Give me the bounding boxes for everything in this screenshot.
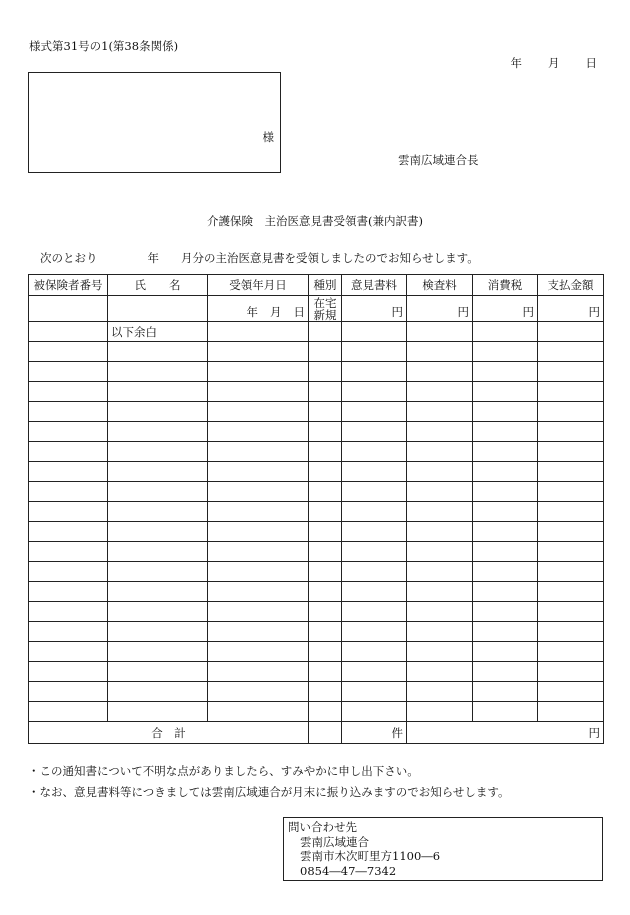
table-units-row	[29, 296, 604, 322]
table-cell	[208, 462, 309, 482]
table-cell	[29, 442, 108, 462]
table-cell	[473, 662, 538, 682]
table-cell	[407, 702, 473, 722]
table-cell	[407, 442, 473, 462]
table-cell	[538, 402, 604, 422]
recipient-honorific: 様	[262, 130, 274, 144]
table-cell	[407, 542, 473, 562]
contact-heading: 問い合わせ先	[288, 820, 357, 834]
table-cell	[208, 702, 309, 722]
table-cell	[309, 542, 342, 562]
note-item: ・なお、意見書料等につきましては雲南広域連合が月末に振り込みますのでお知らせします。	[28, 785, 510, 799]
table-cell	[208, 622, 309, 642]
table-cell	[208, 602, 309, 622]
issuer-name: 雲南広域連合長	[398, 153, 479, 167]
kind-home: 在宅	[313, 295, 337, 310]
header-received-date: 受領年月日	[208, 275, 309, 296]
table-cell	[29, 542, 108, 562]
contact-phone: 0854―47―7342	[300, 863, 397, 878]
table-cell	[407, 622, 473, 642]
form-number: 様式第31号の1(第38条関係)	[29, 39, 179, 53]
table-row	[29, 622, 604, 642]
table-cell	[407, 482, 473, 502]
table-cell	[108, 462, 208, 482]
table-cell	[208, 382, 309, 402]
table-cell	[309, 622, 342, 642]
table-cell	[538, 502, 604, 522]
table-cell	[473, 442, 538, 462]
unit-year: 年	[246, 305, 258, 319]
table-cell	[208, 362, 309, 382]
table-row	[29, 422, 604, 442]
unit-test-yen: 円	[407, 296, 473, 322]
table-cell	[108, 602, 208, 622]
header-opinion-fee: 意見書料	[342, 275, 407, 296]
table-cell	[342, 542, 407, 562]
table-cell	[407, 322, 473, 342]
table-cell	[208, 322, 309, 342]
table-cell	[538, 582, 604, 602]
table-cell	[473, 602, 538, 622]
table-cell	[342, 562, 407, 582]
table-cell	[108, 642, 208, 662]
table-cell	[208, 642, 309, 662]
table-row	[29, 322, 604, 342]
table-cell	[342, 322, 407, 342]
intro-sentence	[40, 251, 479, 265]
table-cell	[208, 342, 309, 362]
table-row	[29, 702, 604, 722]
table-cell	[407, 682, 473, 702]
table-cell	[29, 342, 108, 362]
table-cell	[108, 522, 208, 542]
header-name: 氏 名	[108, 275, 208, 296]
table-cell	[309, 722, 342, 744]
table-row	[29, 682, 604, 702]
table-cell	[538, 462, 604, 482]
table-cell	[342, 682, 407, 702]
table-cell	[309, 642, 342, 662]
table-cell	[407, 522, 473, 542]
table-cell	[473, 642, 538, 662]
table-cell	[29, 362, 108, 382]
table-cell	[538, 362, 604, 382]
table-cell	[208, 542, 309, 562]
table-cell	[29, 322, 108, 342]
table-cell	[538, 662, 604, 682]
table-row	[29, 442, 604, 462]
table-cell	[538, 602, 604, 622]
table-cell	[309, 502, 342, 522]
table-cell	[407, 502, 473, 522]
table-cell	[538, 702, 604, 722]
table-cell	[309, 342, 342, 362]
kind-cell	[309, 296, 342, 322]
table-cell	[538, 482, 604, 502]
table-cell	[407, 402, 473, 422]
table-cell	[538, 382, 604, 402]
table-cell	[407, 422, 473, 442]
header-payment-amount: 支払金額	[538, 275, 604, 296]
table-cell	[342, 462, 407, 482]
table-cell	[538, 682, 604, 702]
unit-day: 日	[293, 305, 305, 319]
table-cell	[108, 682, 208, 702]
table-cell	[208, 502, 309, 522]
table-cell	[342, 642, 407, 662]
table-cell	[29, 522, 108, 542]
table-cell	[309, 562, 342, 582]
table-cell	[29, 296, 108, 322]
header-insured-number: 被保険者番号	[29, 275, 108, 296]
table-cell	[108, 622, 208, 642]
contact-box	[283, 817, 603, 881]
table-cell	[108, 362, 208, 382]
document-title: 介護保険 主治医意見書受領書(兼内訳書)	[207, 214, 423, 228]
table-row	[29, 522, 604, 542]
table-cell	[473, 462, 538, 482]
table-cell	[473, 322, 538, 342]
issue-date	[511, 56, 598, 70]
recipient-box	[28, 72, 281, 173]
table-row	[29, 582, 604, 602]
table-cell	[473, 522, 538, 542]
table-cell	[538, 642, 604, 662]
table-cell	[208, 442, 309, 462]
table-cell	[538, 342, 604, 362]
table-cell	[29, 422, 108, 442]
unit-payment-yen: 円	[538, 296, 604, 322]
table-cell	[473, 682, 538, 702]
table-cell	[342, 422, 407, 442]
unit-tax-yen: 円	[473, 296, 538, 322]
table-cell	[208, 402, 309, 422]
total-label: 合 計	[29, 722, 309, 744]
table-cell	[473, 422, 538, 442]
table-cell	[108, 422, 208, 442]
table-cell	[29, 602, 108, 622]
table-row	[29, 602, 604, 622]
table-cell	[538, 422, 604, 442]
total-amount-unit: 円	[407, 722, 604, 744]
table-cell	[473, 702, 538, 722]
table-cell	[407, 342, 473, 362]
header-kind: 種別	[309, 275, 342, 296]
table-cell	[309, 422, 342, 442]
table-row	[29, 562, 604, 582]
total-count-unit: 件	[342, 722, 407, 744]
table-cell	[407, 662, 473, 682]
table-cell	[538, 562, 604, 582]
table-cell	[473, 382, 538, 402]
table-row	[29, 502, 604, 522]
table-cell	[473, 402, 538, 422]
table-cell	[407, 462, 473, 482]
table-cell	[309, 602, 342, 622]
table-row	[29, 542, 604, 562]
table-total-row	[29, 722, 604, 744]
table-cell	[208, 582, 309, 602]
table-cell	[342, 602, 407, 622]
table-cell	[108, 296, 208, 322]
table-cell	[29, 642, 108, 662]
table-cell	[342, 662, 407, 682]
table-cell	[309, 362, 342, 382]
table-cell	[108, 702, 208, 722]
table-cell	[309, 482, 342, 502]
table-cell	[407, 642, 473, 662]
table-cell	[309, 442, 342, 462]
issue-date-day: 日	[585, 56, 597, 70]
table-cell	[538, 542, 604, 562]
issue-date-year: 年	[510, 56, 522, 70]
table-cell	[108, 662, 208, 682]
header-consumption-tax: 消費税	[473, 275, 538, 296]
table-cell	[473, 622, 538, 642]
receipt-table	[28, 274, 604, 744]
table-row	[29, 402, 604, 422]
table-cell	[342, 522, 407, 542]
table-cell	[342, 622, 407, 642]
table-cell	[108, 542, 208, 562]
remainder-blank-label: 以下余白	[108, 322, 208, 342]
table-cell	[309, 322, 342, 342]
table-cell	[342, 482, 407, 502]
table-cell	[407, 562, 473, 582]
table-cell	[29, 582, 108, 602]
table-cell	[29, 502, 108, 522]
table-cell	[473, 502, 538, 522]
table-row	[29, 662, 604, 682]
table-row	[29, 382, 604, 402]
table-cell	[473, 582, 538, 602]
table-cell	[473, 342, 538, 362]
table-cell	[208, 662, 309, 682]
table-cell	[208, 522, 309, 542]
table-cell	[108, 442, 208, 462]
table-cell	[407, 382, 473, 402]
table-row	[29, 342, 604, 362]
unit-month: 月	[270, 305, 282, 319]
contact-org: 雲南広域連合	[300, 834, 369, 849]
table-cell	[108, 342, 208, 362]
table-cell	[407, 582, 473, 602]
contact-address: 雲南市木次町里方1100―6	[300, 849, 441, 863]
intro-part1: 次のとおり	[40, 251, 98, 265]
table-cell	[538, 622, 604, 642]
issue-date-month: 月	[548, 56, 560, 70]
table-row	[29, 462, 604, 482]
unit-fee-yen: 円	[342, 296, 407, 322]
header-test-fee: 検査料	[407, 275, 473, 296]
table-cell	[29, 562, 108, 582]
kind-new: 新規	[313, 307, 337, 322]
table-cell	[538, 442, 604, 462]
table-row	[29, 642, 604, 662]
table-cell	[342, 702, 407, 722]
table-cell	[29, 462, 108, 482]
date-unit-cell	[208, 296, 309, 322]
table-cell	[29, 482, 108, 502]
table-cell	[108, 382, 208, 402]
table-cell	[29, 622, 108, 642]
table-row	[29, 482, 604, 502]
table-cell	[309, 522, 342, 542]
notes	[28, 764, 510, 806]
table-cell	[407, 602, 473, 622]
table-cell	[473, 362, 538, 382]
table-cell	[342, 342, 407, 362]
table-cell	[29, 402, 108, 422]
table-cell	[208, 682, 309, 702]
table-cell	[208, 422, 309, 442]
table-cell	[473, 562, 538, 582]
table-row	[29, 362, 604, 382]
table-header-row	[29, 275, 604, 296]
table-cell	[108, 582, 208, 602]
table-cell	[309, 402, 342, 422]
table-cell	[208, 562, 309, 582]
table-cell	[309, 382, 342, 402]
note-item: ・この通知書について不明な点がありましたら、すみやかに申し出下さい。	[28, 764, 419, 778]
table-cell	[342, 382, 407, 402]
table-cell	[108, 502, 208, 522]
table-cell	[473, 542, 538, 562]
table-cell	[108, 402, 208, 422]
table-cell	[407, 362, 473, 382]
table-cell	[29, 382, 108, 402]
table-cell	[342, 402, 407, 422]
table-cell	[342, 362, 407, 382]
table-cell	[309, 462, 342, 482]
table-cell	[538, 522, 604, 542]
table-cell	[108, 482, 208, 502]
table-cell	[29, 662, 108, 682]
table-cell	[342, 502, 407, 522]
table-cell	[29, 682, 108, 702]
table-cell	[309, 702, 342, 722]
table-cell	[342, 582, 407, 602]
intro-year: 年	[147, 251, 159, 265]
table-cell	[473, 482, 538, 502]
table-cell	[538, 322, 604, 342]
table-cell	[108, 562, 208, 582]
table-cell	[29, 702, 108, 722]
table-cell	[309, 582, 342, 602]
table-cell	[208, 482, 309, 502]
table-cell	[309, 662, 342, 682]
intro-rest: 月分の主治医意見書を受領しましたのでお知らせします。	[181, 251, 479, 265]
table-cell	[342, 442, 407, 462]
table-cell	[309, 682, 342, 702]
